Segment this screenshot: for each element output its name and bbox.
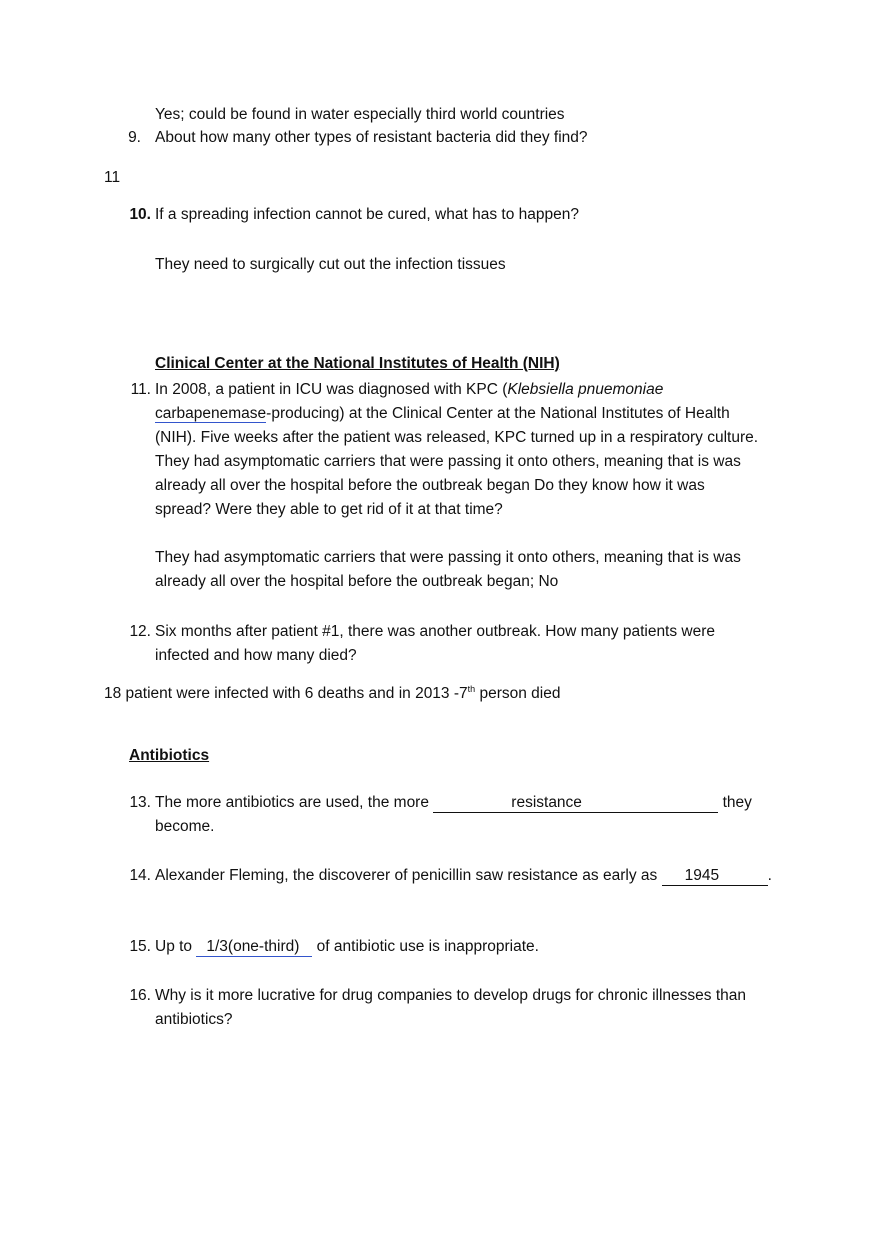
q13-line-1: The more antibiotics are used, the more resistance they [155, 794, 752, 811]
q15-number: 15. [129, 938, 151, 955]
q14-answer-blank: 1945 [662, 867, 768, 886]
q9-text: About how many other types of resistant bacteria did they find? [155, 129, 588, 146]
q12-number: 12. [129, 623, 151, 640]
q10-text: If a spreading infection cannot be cured, what has to happen? [155, 206, 579, 223]
q10-number: 10. [129, 206, 151, 223]
q11-line-2: carbapenemase-producing) at the Clinical Center at the National Institutes of Health [155, 405, 730, 422]
answer-8: Yes; could be found in water especially third world countries [155, 106, 565, 123]
q16-number: 16. [129, 987, 151, 1004]
q9-answer: 11 [104, 169, 121, 186]
q11-spellcheck-word: carbapenemase [155, 405, 267, 422]
q13-answer-blank: resistance [433, 794, 718, 813]
q12-line-2: infected and how many died? [155, 647, 357, 664]
q11-line-1: In 2008, a patient in ICU was diagnosed with KPC (Klebsiella pnuemoniae [155, 381, 664, 398]
q14-number: 14. [129, 867, 151, 884]
q13-line-2: become. [155, 818, 215, 835]
q12-answer: 18 patient were infected with 6 deaths and in 2013 -7th person died [104, 683, 561, 702]
section-heading-antibiotics: Antibiotics [129, 747, 210, 764]
q11-answer-line-2: already all over the hospital before the outbreak began; No [155, 573, 559, 590]
q15-answer-blank: 1/3(one-third) [196, 938, 312, 957]
q13-number: 13. [129, 794, 151, 811]
section-heading-nih: Clinical Center at the National Institutes of Health (NIH) [155, 355, 560, 372]
q12-line-1: Six months after patient #1, there was another outbreak. How many patients were [155, 623, 716, 640]
q11-line-6: spread? Were they able to get rid of it at that time? [155, 501, 503, 518]
q11-line-5: already all over the hospital before the outbreak began Do they know how it was [155, 477, 705, 494]
q11-organism-name: Klebsiella pnuemoniae [507, 381, 664, 398]
q10-answer: They need to surgically cut out the infection tissues [155, 256, 506, 273]
q16-line-2: antibiotics? [155, 1011, 233, 1028]
q11-line-4: They had asymptomatic carriers that were passing it onto others, meaning that is was [155, 453, 741, 470]
q15-line-1: Up to 1/3(one-third) of antibiotic use is inappropriate. [155, 938, 539, 955]
q9-number: 9. [128, 129, 141, 146]
q11-answer-line-1: They had asymptomatic carriers that were passing it onto others, meaning that is was [155, 549, 741, 566]
q14-line-1: Alexander Fleming, the discoverer of penicillin saw resistance as early as 1945 . [155, 867, 772, 884]
q11-line-3: (NIH). Five weeks after the patient was released, KPC turned up in a respiratory culture. [155, 429, 759, 446]
q16-line-1: Why is it more lucrative for drug companies to develop drugs for chronic illnesses than [155, 987, 746, 1004]
q11-number: 11. [130, 381, 151, 398]
